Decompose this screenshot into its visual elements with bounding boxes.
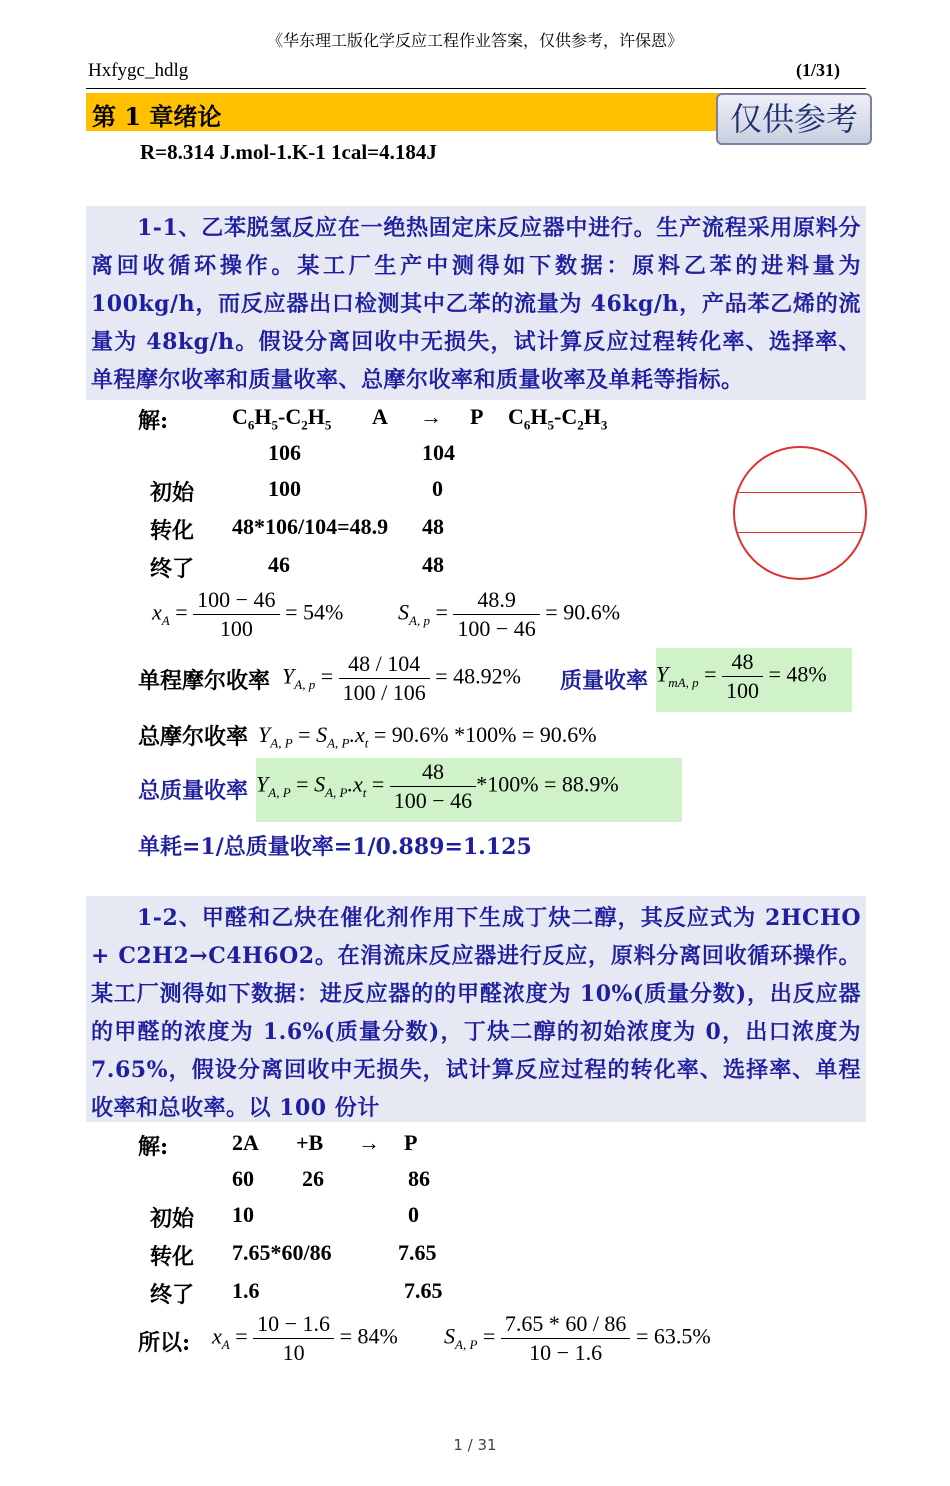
q1-row-label: 初始 — [150, 480, 195, 506]
q1-row-label: 转化 — [150, 518, 195, 544]
document-title: 《华东理工版化学反应工程作业答案，仅供参考，许保恩》 — [266, 31, 683, 50]
q1-row-a: 48*106/104=48.9 — [232, 514, 389, 539]
q2-row-p: 7.65 — [404, 1278, 443, 1303]
seal-mark — [733, 446, 867, 580]
q1-reactant-formula: $C_6H_5-C_2H_5$ — [232, 404, 332, 433]
q1-total-mass-label: 总质量收率 — [138, 778, 249, 804]
q1-row-p: 0 — [432, 476, 443, 501]
q1-reactant-symbol: A — [372, 404, 388, 429]
q2-mw-a: 60 — [232, 1166, 254, 1191]
q1-row-label: 终了 — [150, 556, 195, 582]
q1-total-mol-formula: $Y_{A, P} = S_{A, P}.x_t = 90.6\%$ *100% = 90.6% — [258, 722, 597, 751]
q1-total-mass-formula: $Y_{A, P} = S_{A, P}.x_t$ = $\frac{48}{100 - 46}$ *100% = 88.9% — [256, 758, 682, 822]
header-page: (1/31) — [796, 60, 840, 80]
q2-solution-label: 解: — [138, 1134, 169, 1160]
chapter-heading: 第 1 章绪论 — [86, 93, 726, 131]
q1-product-symbol: P — [470, 404, 484, 429]
q1-mw-product: 104 — [422, 440, 455, 465]
q1-row-p: 48 — [422, 514, 444, 539]
header-rule — [86, 88, 866, 89]
constants-line: R=8.314 J.mol-1.K-1 1cal=4.184J — [140, 140, 437, 164]
question-1: 1-1、乙苯脱氢反应在一绝热固定床反应器中进行。生产流程采用原料分离回收循环操作。某工厂生产中测得如下数据：原料乙苯的进料量为100kg/h，而反应器出口检测其中乙苯的流量为 46kg/h，产品苯乙烯的流量为 48kg/h。假设分离回收中无损失，试计算反应过程转化率、选择率、单程摩尔收率和质量收率、总摩尔收率和质量收率及单耗等指标。 — [86, 206, 866, 400]
q1-single-mol-formula: $Y_{A, p}$ = $\frac{48 / 104}{100 / 106}$ = 48.92% — [282, 651, 521, 705]
q1-mw-reactant: 106 — [268, 440, 301, 465]
q2-row-p: 0 — [408, 1202, 419, 1227]
q1-mass-yield-label: 质量收率 — [560, 668, 649, 694]
q2-conversion-formula: $x_A$ = $\frac{10 - 1.6}{10}$ = 84% — [212, 1311, 398, 1365]
q2-so-label: 所以: — [138, 1330, 191, 1356]
q1-selectivity-formula: $S_{A, p}$ = $\frac{48.9}{100 - 46}$ = 90.6% — [398, 587, 621, 641]
q1-row-a: 46 — [268, 552, 290, 577]
q2-row-a: 10 — [232, 1202, 254, 1227]
page-number: 1 / 31 — [453, 1436, 497, 1454]
q2-row-a: 7.65*60/86 — [232, 1240, 332, 1265]
reference-only-stamp: 仅供参考 — [716, 93, 872, 145]
arrow-icon: → — [358, 1130, 380, 1155]
q1-single-mol-label: 单程摩尔收率 — [138, 668, 271, 694]
q2-mw-b: 26 — [302, 1166, 324, 1191]
q2-row-label: 初始 — [150, 1206, 195, 1232]
q1-unit-consumption: 单耗=1/总质量收率=1/0.889=1.125 — [138, 834, 532, 860]
question-2: 1-2、甲醛和乙炔在催化剂作用下生成丁炔二醇，其反应式为 2HCHO + C2H2→C4H6O2。在涓流床反应器进行反应，原料分离回收循环操作。某工厂测得如下数据：进反应器的的甲醛浓度为 10%(质量分数)，出反应器的甲醛的浓度为 1.6%(质量分数)，丁炔二醇的初始浓度为 0，出口浓度为 7.65%，假设分离回收中无损失，试计算反应过程的转化率、选择率、单程收率和总收率。以 100 份计 — [86, 896, 866, 1122]
arrow-icon: → — [420, 404, 442, 429]
q2-reactant-a: 2A — [232, 1130, 259, 1155]
q2-row-label: 转化 — [150, 1244, 195, 1270]
q1-solution-label: 解: — [138, 408, 169, 434]
header-left: Hxfygc_hdlg — [88, 60, 189, 81]
q1-row-p: 48 — [422, 552, 444, 577]
q2-selectivity-formula: $S_{A, P}$ = $\frac{7.65 * 60 / 86}{10 - 1.6}$ = 63.5% — [444, 1311, 711, 1365]
q2-mw-p: 86 — [408, 1166, 430, 1191]
q2-row-label: 终了 — [150, 1282, 195, 1308]
q2-product: P — [404, 1130, 418, 1155]
q1-product-formula: $C_6H_5-C_2H_3$ — [508, 404, 608, 433]
q1-total-mol-label: 总摩尔收率 — [138, 724, 249, 750]
q2-row-a: 1.6 — [232, 1278, 260, 1303]
q2-reactant-b: +B — [296, 1130, 324, 1155]
q1-conversion-formula: $x_A$ = $\frac{100 - 46}{100}$ = 54% — [152, 587, 344, 641]
q1-row-a: 100 — [268, 476, 301, 501]
q2-row-p: 7.65 — [398, 1240, 437, 1265]
q1-mass-yield-formula: $Y_{mA, p}$ = $\frac{48}{100}$ = 48% — [656, 648, 852, 712]
